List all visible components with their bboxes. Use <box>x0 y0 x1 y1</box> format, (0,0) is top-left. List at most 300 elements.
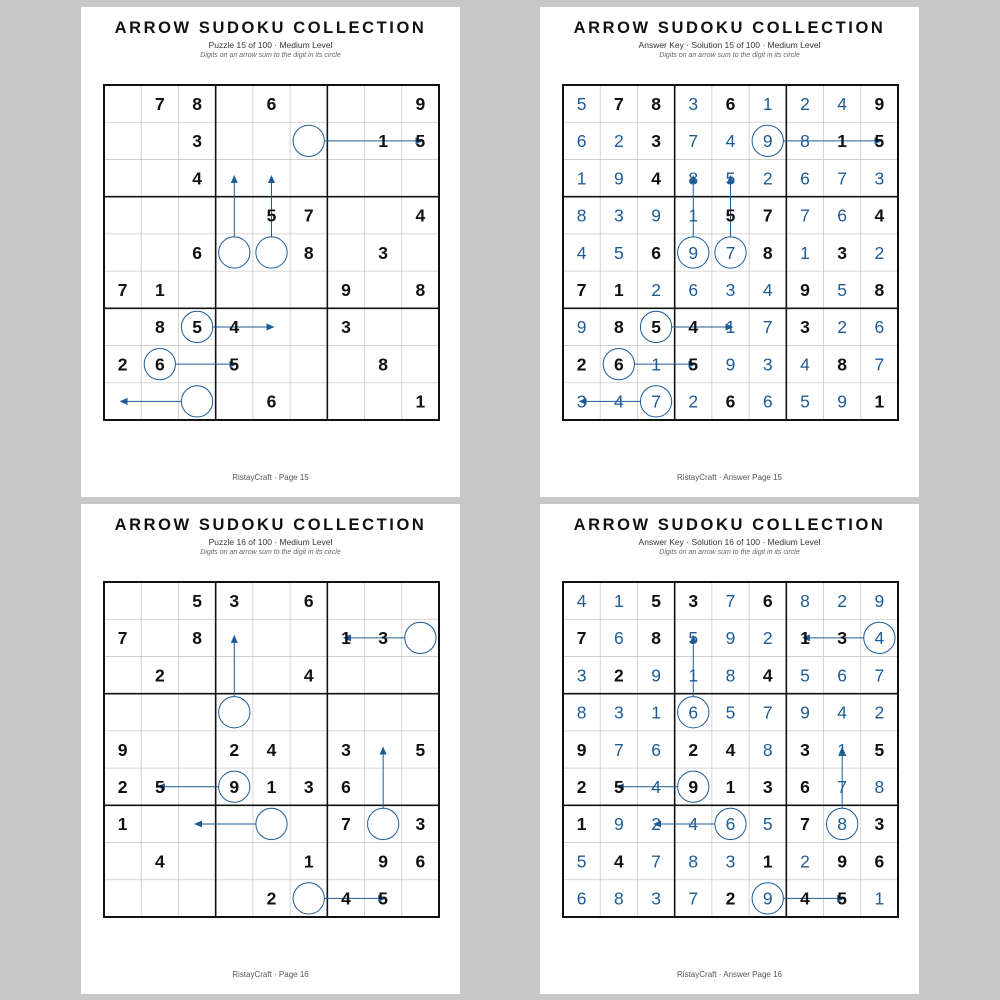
given-digit: 8 <box>192 93 202 114</box>
given-digit: 6 <box>651 242 661 263</box>
given-digit: 4 <box>266 739 277 760</box>
solution-digit: 8 <box>800 590 810 611</box>
grid-cell[interactable] <box>290 619 327 656</box>
grid-cell[interactable] <box>365 159 402 196</box>
solution-digit: 2 <box>800 851 810 872</box>
grid-cell[interactable] <box>253 656 290 693</box>
given-digit: 1 <box>874 391 885 412</box>
solution-digit: 7 <box>762 702 773 723</box>
solution-digit: 7 <box>800 205 810 226</box>
given-digit: 3 <box>192 131 202 152</box>
grid-cell[interactable] <box>104 656 141 693</box>
grid-cell[interactable] <box>141 805 178 842</box>
grid-cell[interactable] <box>365 383 402 420</box>
solution-digit: 7 <box>762 317 773 338</box>
solution-digit: 4 <box>800 354 810 375</box>
solution-digit: 8 <box>576 702 587 723</box>
grid-cell[interactable] <box>141 234 178 271</box>
solution-digit: 6 <box>725 814 736 835</box>
puzzle-page-16 <box>81 504 460 994</box>
given-digit: 5 <box>874 131 885 152</box>
given-digit: 7 <box>613 93 624 114</box>
grid-cell[interactable] <box>327 197 364 234</box>
answer-page-15 <box>540 7 919 497</box>
given-digit: 9 <box>415 93 426 114</box>
given-digit: 2 <box>154 665 165 686</box>
grid-cell[interactable] <box>141 159 178 196</box>
solution-digit: 5 <box>688 628 699 649</box>
given-digit: 6 <box>874 851 885 872</box>
grid-cell[interactable] <box>216 383 253 420</box>
given-digit: 8 <box>415 280 426 301</box>
grid-cell[interactable] <box>216 122 253 159</box>
given-digit: 4 <box>415 205 426 226</box>
solution-digit: 3 <box>576 665 587 686</box>
given-digit: 5 <box>154 777 165 798</box>
solution-digit: 1 <box>651 702 661 723</box>
given-digit: 2 <box>576 777 587 798</box>
grid-cell[interactable] <box>327 85 364 122</box>
given-digit: 3 <box>378 628 389 649</box>
grid-cell[interactable] <box>104 843 141 880</box>
given-digit: 4 <box>725 739 736 760</box>
grid-cell[interactable] <box>178 197 215 234</box>
solution-digit: 4 <box>688 814 699 835</box>
grid-cell[interactable] <box>365 582 402 619</box>
given-digit: 3 <box>303 777 314 798</box>
solution-digit: 9 <box>762 131 773 152</box>
given-digit: 8 <box>651 628 661 649</box>
given-digit: 5 <box>613 777 624 798</box>
given-digit: 1 <box>303 851 314 872</box>
page-footer: RistayCraft · Answer Page 16 <box>677 970 782 979</box>
grid-cell[interactable] <box>141 582 178 619</box>
solution-digit: 2 <box>837 317 848 338</box>
grid-cell[interactable] <box>216 271 253 308</box>
solution-digit: 2 <box>688 391 699 412</box>
given-digit: 5 <box>688 354 699 375</box>
given-digit: 4 <box>303 665 314 686</box>
page-footer: RistayCraft · Answer Page 15 <box>677 473 782 482</box>
grid-cell[interactable] <box>365 197 402 234</box>
grid-cell[interactable] <box>402 234 439 271</box>
solution-digit: 4 <box>762 280 773 301</box>
given-digit: 5 <box>651 317 661 338</box>
sudoku-grid <box>563 85 898 420</box>
grid-svg <box>104 582 439 917</box>
given-digit: 8 <box>154 317 165 338</box>
given-digit: 7 <box>800 814 810 835</box>
grid-cell[interactable] <box>216 880 253 917</box>
solution-digit: 8 <box>613 888 624 909</box>
grid-svg <box>563 85 898 420</box>
given-digit: 5 <box>266 205 277 226</box>
grid-cell[interactable] <box>290 308 327 345</box>
given-digit: 2 <box>117 354 128 375</box>
given-digit: 5 <box>378 888 389 909</box>
grid-cell[interactable] <box>402 694 439 731</box>
solution-digit: 4 <box>837 93 848 114</box>
grid-cell[interactable] <box>253 234 290 271</box>
solution-digit: 8 <box>837 814 848 835</box>
given-digit: 4 <box>762 665 773 686</box>
sudoku-grid[interactable] <box>104 85 439 420</box>
given-digit: 4 <box>341 888 351 909</box>
page-title: ARROW SUDOKU COLLECTION <box>114 516 427 534</box>
given-digit: 9 <box>800 280 810 301</box>
page-footer: RistayCraft · Page 16 <box>232 970 309 979</box>
grid-cell[interactable] <box>104 85 141 122</box>
solution-digit: 8 <box>874 777 885 798</box>
grid-cell[interactable] <box>402 619 439 656</box>
given-digit: 3 <box>837 242 848 263</box>
given-digit: 3 <box>837 628 848 649</box>
given-digit: 5 <box>192 317 202 338</box>
given-digit: 9 <box>229 777 240 798</box>
given-digit: 8 <box>303 242 314 263</box>
given-digit: 4 <box>229 317 240 338</box>
grid-cell[interactable] <box>104 880 141 917</box>
solution-digit: 3 <box>613 205 624 226</box>
given-digit: 4 <box>874 205 885 226</box>
grid-cell[interactable] <box>327 159 364 196</box>
solution-digit: 9 <box>688 242 699 263</box>
grid-cell[interactable] <box>402 656 439 693</box>
grid-cell[interactable] <box>402 582 439 619</box>
grid-cell[interactable] <box>290 383 327 420</box>
solution-digit: 4 <box>725 131 736 152</box>
grid-cell[interactable] <box>253 582 290 619</box>
given-digit: 6 <box>725 93 736 114</box>
given-digit: 2 <box>229 739 240 760</box>
given-digit: 5 <box>415 739 426 760</box>
grid-cell[interactable] <box>141 197 178 234</box>
grid-cell[interactable] <box>365 694 402 731</box>
solution-digit: 5 <box>800 391 810 412</box>
given-digit: 3 <box>229 590 240 611</box>
given-digit: 2 <box>725 888 736 909</box>
grid-cell[interactable] <box>104 582 141 619</box>
solution-digit: 5 <box>725 168 736 189</box>
grid-cell[interactable] <box>290 694 327 731</box>
grid-cell[interactable] <box>402 768 439 805</box>
solution-digit: 6 <box>613 628 624 649</box>
given-digit: 1 <box>576 814 587 835</box>
grid-cell[interactable] <box>216 843 253 880</box>
solution-digit: 1 <box>576 168 587 189</box>
solution-digit: 6 <box>576 131 587 152</box>
rule-note: Digits on an arrow sum to the digit in its circle <box>200 549 341 556</box>
solution-digit: 3 <box>651 888 661 909</box>
given-digit: 4 <box>688 317 699 338</box>
grid-cell[interactable] <box>253 346 290 383</box>
given-digit: 5 <box>837 888 848 909</box>
given-digit: 7 <box>762 205 773 226</box>
solution-digit: 2 <box>762 168 773 189</box>
given-digit: 3 <box>688 590 699 611</box>
given-digit: 5 <box>874 739 885 760</box>
grid-cell[interactable] <box>327 843 364 880</box>
solution-digit: 9 <box>800 702 810 723</box>
grid-cell[interactable] <box>216 694 253 731</box>
grid-cell[interactable] <box>253 122 290 159</box>
solution-digit: 9 <box>613 168 624 189</box>
given-digit: 8 <box>651 93 661 114</box>
solution-digit: 9 <box>613 814 624 835</box>
solution-digit: 6 <box>762 391 773 412</box>
given-digit: 5 <box>725 205 736 226</box>
grid-cell[interactable] <box>178 731 215 768</box>
solution-digit: 4 <box>613 391 624 412</box>
solution-digit: 7 <box>725 590 736 611</box>
solution-digit: 8 <box>576 205 587 226</box>
given-digit: 1 <box>837 131 848 152</box>
solution-digit: 4 <box>576 242 587 263</box>
given-digit: 4 <box>800 888 810 909</box>
solution-digit: 8 <box>725 665 736 686</box>
grid-cell[interactable] <box>141 619 178 656</box>
solution-digit: 1 <box>725 317 736 338</box>
given-digit: 7 <box>117 280 128 301</box>
given-digit: 3 <box>341 317 351 338</box>
solution-digit: 1 <box>800 242 810 263</box>
grid-cell[interactable] <box>253 694 290 731</box>
solution-digit: 3 <box>688 93 699 114</box>
solution-digit: 6 <box>874 317 885 338</box>
grid-cell[interactable] <box>253 843 290 880</box>
solution-digit: 6 <box>688 702 699 723</box>
given-digit: 3 <box>378 242 389 263</box>
solution-digit: 8 <box>800 131 810 152</box>
solution-digit: 7 <box>725 242 736 263</box>
grid-cell[interactable] <box>402 159 439 196</box>
given-digit: 5 <box>651 590 661 611</box>
grid-cell[interactable] <box>290 880 327 917</box>
grid-cell[interactable] <box>365 271 402 308</box>
given-digit: 9 <box>576 739 587 760</box>
given-digit: 1 <box>800 628 810 649</box>
solution-digit: 5 <box>725 702 736 723</box>
grid-cell[interactable] <box>141 122 178 159</box>
solution-digit: 7 <box>874 354 885 375</box>
given-digit: 8 <box>762 242 773 263</box>
solution-digit: 9 <box>762 888 773 909</box>
solution-digit: 4 <box>837 702 848 723</box>
page-title: ARROW SUDOKU COLLECTION <box>573 516 886 534</box>
given-digit: 8 <box>613 317 624 338</box>
grid-cell[interactable] <box>327 582 364 619</box>
solution-digit: 2 <box>874 242 885 263</box>
solution-digit: 3 <box>725 851 736 872</box>
given-digit: 9 <box>341 280 351 301</box>
given-digit: 1 <box>762 851 773 872</box>
grid-cell[interactable] <box>290 346 327 383</box>
given-digit: 7 <box>117 628 128 649</box>
given-digit: 5 <box>415 131 426 152</box>
given-digit: 7 <box>576 628 587 649</box>
grid-cell[interactable] <box>402 346 439 383</box>
solution-digit: 2 <box>651 280 661 301</box>
solution-digit: 5 <box>576 93 587 114</box>
grid-cell[interactable] <box>290 159 327 196</box>
given-digit: 1 <box>341 628 351 649</box>
solution-digit: 5 <box>613 242 624 263</box>
given-digit: 1 <box>154 280 165 301</box>
rule-note: Digits on an arrow sum to the digit in its circle <box>200 52 341 59</box>
solution-digit: 5 <box>576 851 587 872</box>
rule-note: Digits on an arrow sum to the digit in its circle <box>659 549 800 556</box>
solution-digit: 1 <box>762 93 773 114</box>
grid-cell[interactable] <box>104 122 141 159</box>
grid-cell[interactable] <box>178 694 215 731</box>
given-digit: 1 <box>117 814 128 835</box>
grid-cell[interactable] <box>178 271 215 308</box>
grid-svg <box>104 85 439 420</box>
grid-svg <box>563 582 898 917</box>
grid-cell[interactable] <box>141 731 178 768</box>
grid-cell[interactable] <box>327 694 364 731</box>
grid-cell[interactable] <box>104 234 141 271</box>
answer-page-16 <box>540 504 919 994</box>
given-digit: 8 <box>378 354 389 375</box>
grid-cell[interactable] <box>178 656 215 693</box>
grid-cell[interactable] <box>253 271 290 308</box>
solution-digit: 3 <box>576 391 587 412</box>
given-digit: 3 <box>651 131 661 152</box>
given-digit: 1 <box>725 777 736 798</box>
given-digit: 8 <box>837 354 848 375</box>
grid-cell[interactable] <box>141 880 178 917</box>
grid-cell[interactable] <box>365 656 402 693</box>
solution-digit: 9 <box>651 205 661 226</box>
solution-digit: 7 <box>651 391 661 412</box>
given-digit: 7 <box>341 814 351 835</box>
grid-cell[interactable] <box>290 731 327 768</box>
given-digit: 3 <box>341 739 351 760</box>
grid-cell[interactable] <box>327 656 364 693</box>
solution-digit: 7 <box>837 777 848 798</box>
solution-digit: 7 <box>651 851 661 872</box>
grid-cell[interactable] <box>216 85 253 122</box>
given-digit: 2 <box>576 354 587 375</box>
grid-cell[interactable] <box>178 880 215 917</box>
page-footer: RistayCraft · Page 15 <box>232 473 309 482</box>
grid-cell[interactable] <box>253 805 290 842</box>
given-digit: 5 <box>229 354 240 375</box>
given-digit: 6 <box>800 777 810 798</box>
grid-cell[interactable] <box>216 234 253 271</box>
solution-digit: 3 <box>725 280 736 301</box>
rule-note: Digits on an arrow sum to the digit in its circle <box>659 52 800 59</box>
given-digit: 6 <box>613 354 624 375</box>
given-digit: 7 <box>154 93 165 114</box>
solution-digit: 7 <box>688 131 699 152</box>
given-digit: 1 <box>266 777 277 798</box>
solution-digit: 6 <box>651 739 661 760</box>
given-digit: 9 <box>874 93 885 114</box>
solution-digit: 9 <box>576 317 587 338</box>
given-digit: 8 <box>874 280 885 301</box>
given-digit: 3 <box>800 317 810 338</box>
given-digit: 4 <box>192 168 202 189</box>
sudoku-grid[interactable] <box>104 582 439 917</box>
grid-cell[interactable] <box>402 880 439 917</box>
page-title: ARROW SUDOKU COLLECTION <box>573 19 886 37</box>
grid-cell[interactable] <box>178 843 215 880</box>
grid-cell[interactable] <box>104 159 141 196</box>
grid-cell[interactable] <box>365 308 402 345</box>
page-subtitle: Puzzle 16 of 100 · Medium Level <box>208 537 333 547</box>
solution-digit: 1 <box>874 888 885 909</box>
grid-cell[interactable] <box>178 383 215 420</box>
given-digit: 9 <box>837 851 848 872</box>
solution-digit: 4 <box>576 590 587 611</box>
solution-digit: 6 <box>800 168 810 189</box>
solution-digit: 3 <box>613 702 624 723</box>
grid-cell[interactable] <box>365 85 402 122</box>
grid-cell[interactable] <box>104 694 141 731</box>
grid-cell[interactable] <box>290 122 327 159</box>
solution-digit: 6 <box>837 205 848 226</box>
solution-digit: 6 <box>688 280 699 301</box>
given-digit: 5 <box>192 590 202 611</box>
solution-digit: 5 <box>837 280 848 301</box>
grid-cell[interactable] <box>104 308 141 345</box>
grid-cell[interactable] <box>327 346 364 383</box>
solution-digit: 2 <box>613 131 624 152</box>
given-digit: 6 <box>303 590 314 611</box>
solution-digit: 3 <box>874 168 885 189</box>
solution-digit: 4 <box>874 628 885 649</box>
grid-cell[interactable] <box>253 619 290 656</box>
grid-cell[interactable] <box>104 197 141 234</box>
grid-cell[interactable] <box>290 271 327 308</box>
solution-digit: 7 <box>837 168 848 189</box>
grid-cell[interactable] <box>327 383 364 420</box>
solution-digit: 3 <box>762 354 773 375</box>
page-subtitle: Answer Key · Solution 16 of 100 · Medium Level <box>638 537 821 547</box>
given-digit: 6 <box>762 590 773 611</box>
given-digit: 7 <box>303 205 314 226</box>
grid-cell[interactable] <box>290 85 327 122</box>
given-digit: 7 <box>576 280 587 301</box>
solution-digit: 7 <box>613 739 624 760</box>
given-digit: 3 <box>415 814 426 835</box>
grid-cell[interactable] <box>290 805 327 842</box>
given-digit: 2 <box>688 739 699 760</box>
solution-digit: 2 <box>837 590 848 611</box>
solution-digit: 2 <box>874 702 885 723</box>
solution-digit: 6 <box>576 888 587 909</box>
solution-digit: 1 <box>651 354 661 375</box>
given-digit: 1 <box>613 280 624 301</box>
grid-cell[interactable] <box>141 694 178 731</box>
given-digit: 9 <box>378 851 389 872</box>
page-subtitle: Puzzle 15 of 100 · Medium Level <box>208 40 333 50</box>
grid-cell[interactable] <box>402 308 439 345</box>
given-digit: 6 <box>725 391 736 412</box>
given-digit: 2 <box>613 665 624 686</box>
given-digit: 6 <box>266 93 277 114</box>
grid-cell[interactable] <box>365 805 402 842</box>
given-digit: 6 <box>341 777 351 798</box>
given-digit: 4 <box>651 168 661 189</box>
solution-digit: 4 <box>651 777 661 798</box>
grid-cell[interactable] <box>327 234 364 271</box>
solution-digit: 8 <box>688 168 699 189</box>
given-digit: 6 <box>192 242 202 263</box>
given-digit: 4 <box>154 851 165 872</box>
